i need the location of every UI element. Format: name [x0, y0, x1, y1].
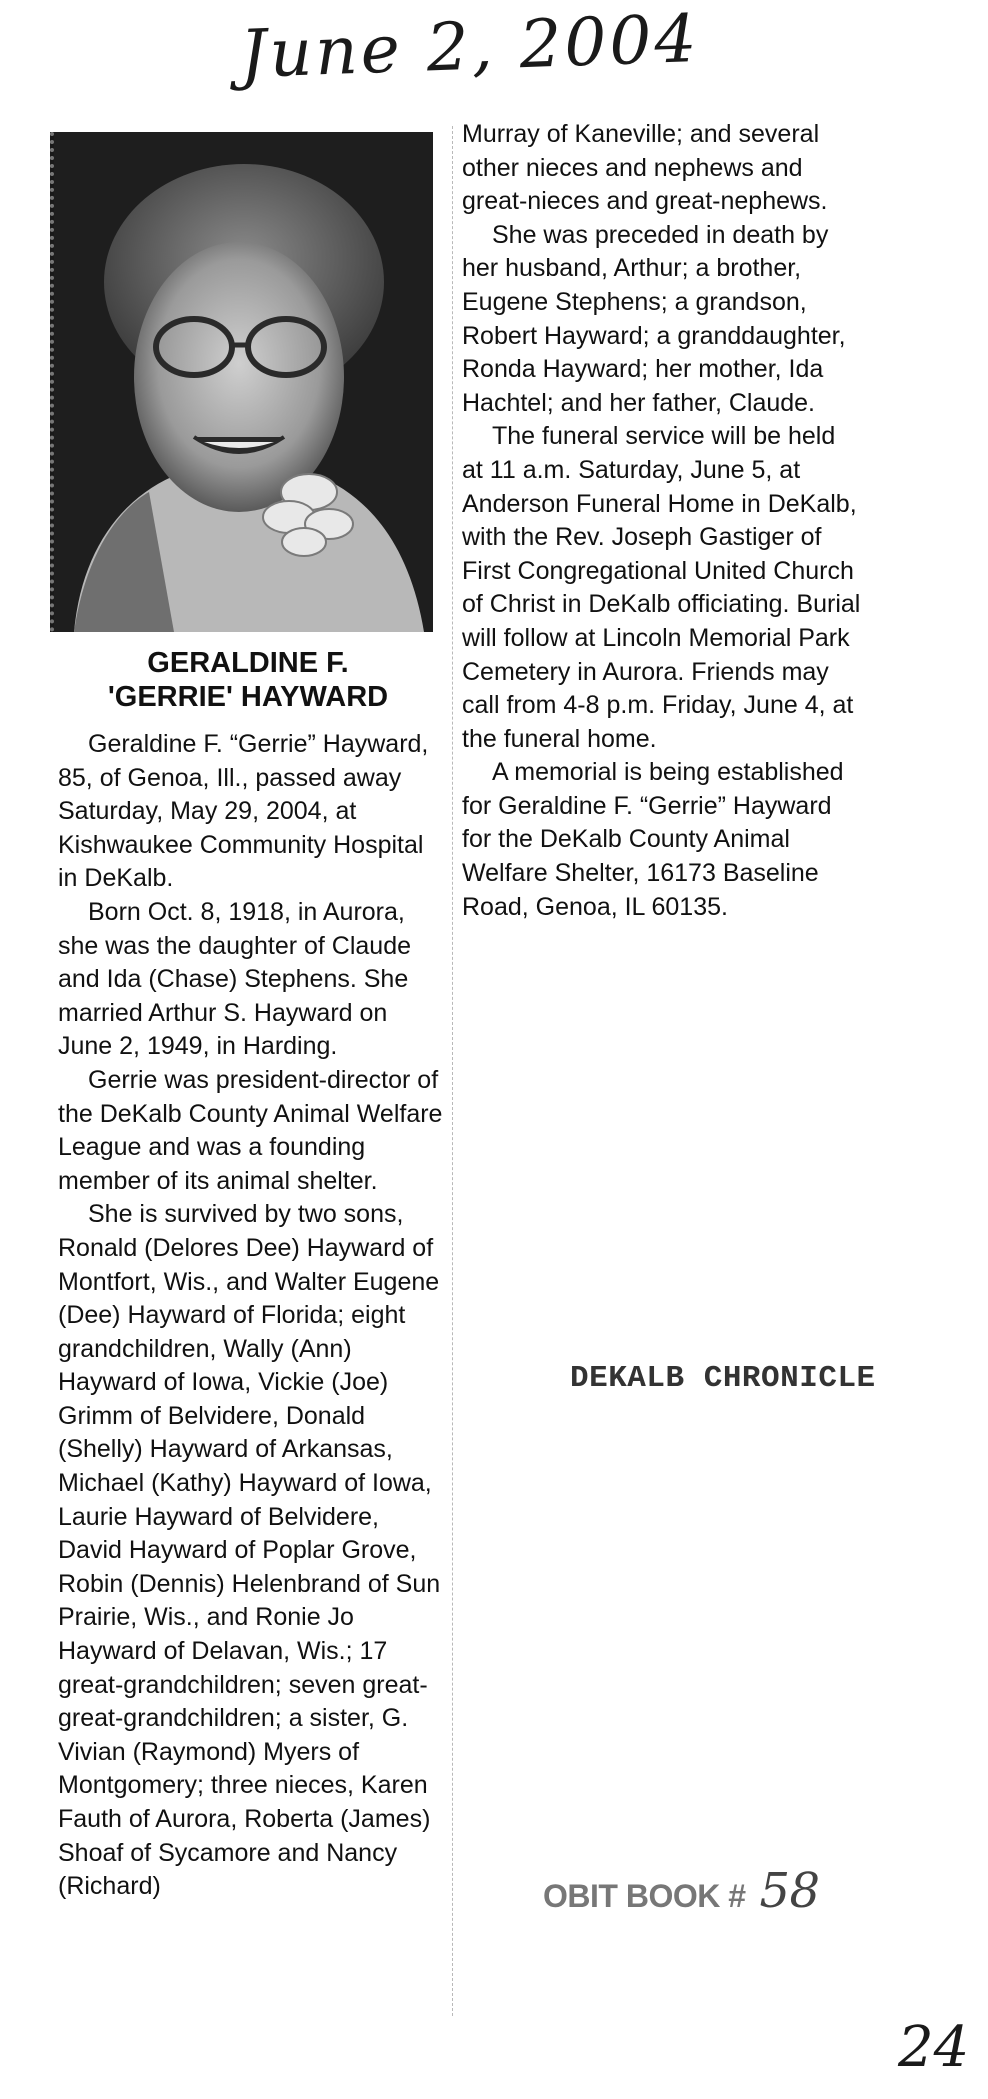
portrait-photo-icon — [54, 132, 433, 632]
handwritten-date: June 2, 2004 — [238, 0, 701, 93]
left-column — [58, 728, 448, 1904]
paragraph-career: Gerrie was president-director of the DeKalb County Animal Welfare League and was a founding member of its animal shelter. — [58, 1065, 443, 1195]
paragraph-memorial: A memorial is being established for Geraldine F. “Gerrie” Hayward for the DeKalb County Animal Welfare Shelter, 16173 Baseline Road, Genoa, IL 60135. — [462, 758, 844, 921]
paragraph-intro: Geraldine F. “Gerrie” Hayward, 85, of Genoa, Ill., passed away Saturday, May 29, 2004, at Kishwaukee Community Hospital in DeKalb. — [58, 730, 429, 893]
headline-nickname: 'GERRIE' HAYWARD — [107, 681, 389, 713]
right-column — [462, 118, 862, 924]
handwritten-page-number: 24 — [898, 2015, 970, 2080]
obit-book-number: 58 — [759, 1863, 820, 1919]
paragraph-birth: Born Oct. 8, 1918, in Aurora, she was the daughter of Claude and Ida (Chase) Stephens. She married Arthur S. Hayward on June 2, 1949, in Harding. — [58, 897, 412, 1061]
paragraph-funeral: The funeral service will be held at 11 a.m. Saturday, June 5, at Anderson Funeral Home in DeKalb, with the Rev. Joseph Gastiger of First Congregational United Church of Christ in DeKalb officiating. Burial will follow at Lincoln Memorial Park Cemetery in Aurora. Friends may call from 4-8 p.m. Friday, June 4, at the funeral home. — [462, 422, 861, 753]
paragraph-survivors-cont: Murray of Kaneville; and several other nieces and nephews and great-nieces and great-nephews. — [462, 120, 828, 216]
portrait-photo — [50, 132, 433, 632]
obit-book-stamp — [543, 1863, 820, 1919]
obituary-headline — [58, 646, 438, 714]
headline-name: GERALDINE F. — [147, 647, 349, 679]
obit-book-label: OBIT BOOK # — [543, 1878, 746, 1914]
paragraph-survivors: She is survived by two sons, Ronald (Delores Dee) Hayward of Montfort, Wis., and Walter Eugene (Dee) Hayward of Florida; eight grandchildren, Wally (Ann) Hayward of Iowa, Vickie (Joe) Grimm of Belvidere, Donald (Shelly) Hayward of Arkansas, Michael (Kathy) Hayward of Iowa, Laurie Hayward of Belvidere, David Hayward of Poplar Grove, Robin (Dennis) Helenbrand of Sun Prairie, Wis., and Ronie Jo Hayward of Delavan, Wis.; 17 great-grandchildren; seven great-great-grandchildren; a sister, G. Vivian (Raymond) Myers of Montgomery; three nieces, Karen Fauth of Aurora, Roberta (James) Shoaf of Sycamore and Nancy (Richard) — [58, 1200, 441, 1901]
newspaper-stamp: DEKALB CHRONICLE — [570, 1361, 876, 1396]
column-divider — [452, 126, 453, 2016]
paragraph-preceded: She was preceded in death by her husband, Arthur; a brother, Eugene Stephens; a grandson, Robert Hayward; a granddaughter, Ronda Hayward; her mother, Ida Hachtel; and her father, Claude. — [462, 220, 846, 417]
